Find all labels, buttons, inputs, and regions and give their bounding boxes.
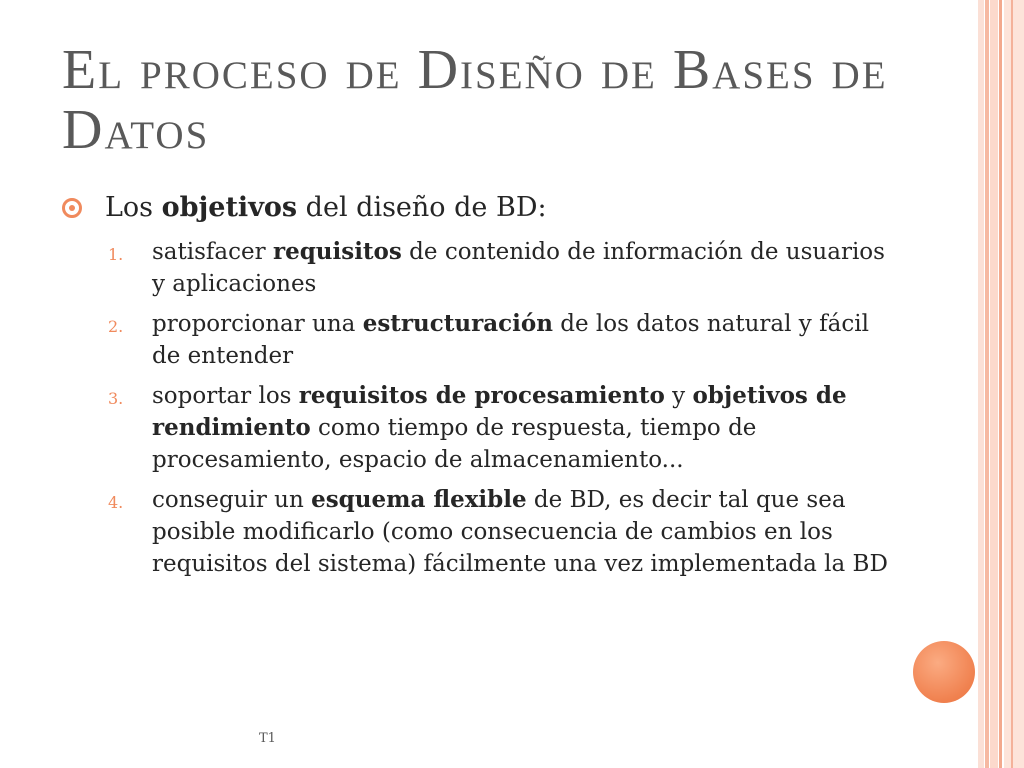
bullet-bold: objetivos [161,192,298,223]
list-item [108,380,888,476]
item-text: satisfacer [152,239,273,265]
item-text: y [664,383,693,409]
decorative-stripe [978,0,984,768]
bullet-circle-icon [62,198,82,218]
decorative-stripe [990,0,998,768]
item-bold: estructuración [362,310,553,337]
list-item [108,308,888,372]
item-number: 2. [108,317,124,336]
decorative-stripe [985,0,989,768]
main-bullet-text [105,190,547,226]
slide-footer: T1 [259,731,276,746]
item-number: 3. [108,389,124,408]
item-bold: esquema flexible [311,486,527,513]
bullet-suffix: del diseño de BD: [297,192,547,223]
item-text: conseguir un [152,487,312,513]
item-text: de los datos natural y fácil de entender [152,311,869,369]
slide-title: El proceso de Diseño de Bases de Datos [62,39,888,161]
item-bold: objetivos de rendimiento [152,382,847,441]
item-text: como tiempo de respuesta, tiempo de procesamiento, espacio de almacenamiento... [152,415,757,473]
item-text: proporcionar una [152,311,363,337]
item-text: de contenido de información de usuarios y aplicaciones [152,239,885,297]
decorative-stripe [1011,0,1013,768]
item-text: soportar los [152,383,299,409]
item-bold: requisitos de procesamiento [298,382,665,409]
item-text: de BD, es decir tal que sea posible modificarlo (como consecuencia de cambios en los requisitos del sistema) fácilmente una vez implementada la BD [152,487,888,577]
list-item [108,236,888,300]
decorative-stripe [1004,0,1024,768]
item-number: 4. [108,493,124,512]
decorative-orange-circle [913,641,975,703]
objectives-list [108,236,888,588]
item-bold: requisitos [272,238,402,265]
item-number: 1. [108,245,124,264]
list-item [108,484,888,580]
bullet-prefix: Los [105,192,162,223]
decorative-stripe [999,0,1002,768]
